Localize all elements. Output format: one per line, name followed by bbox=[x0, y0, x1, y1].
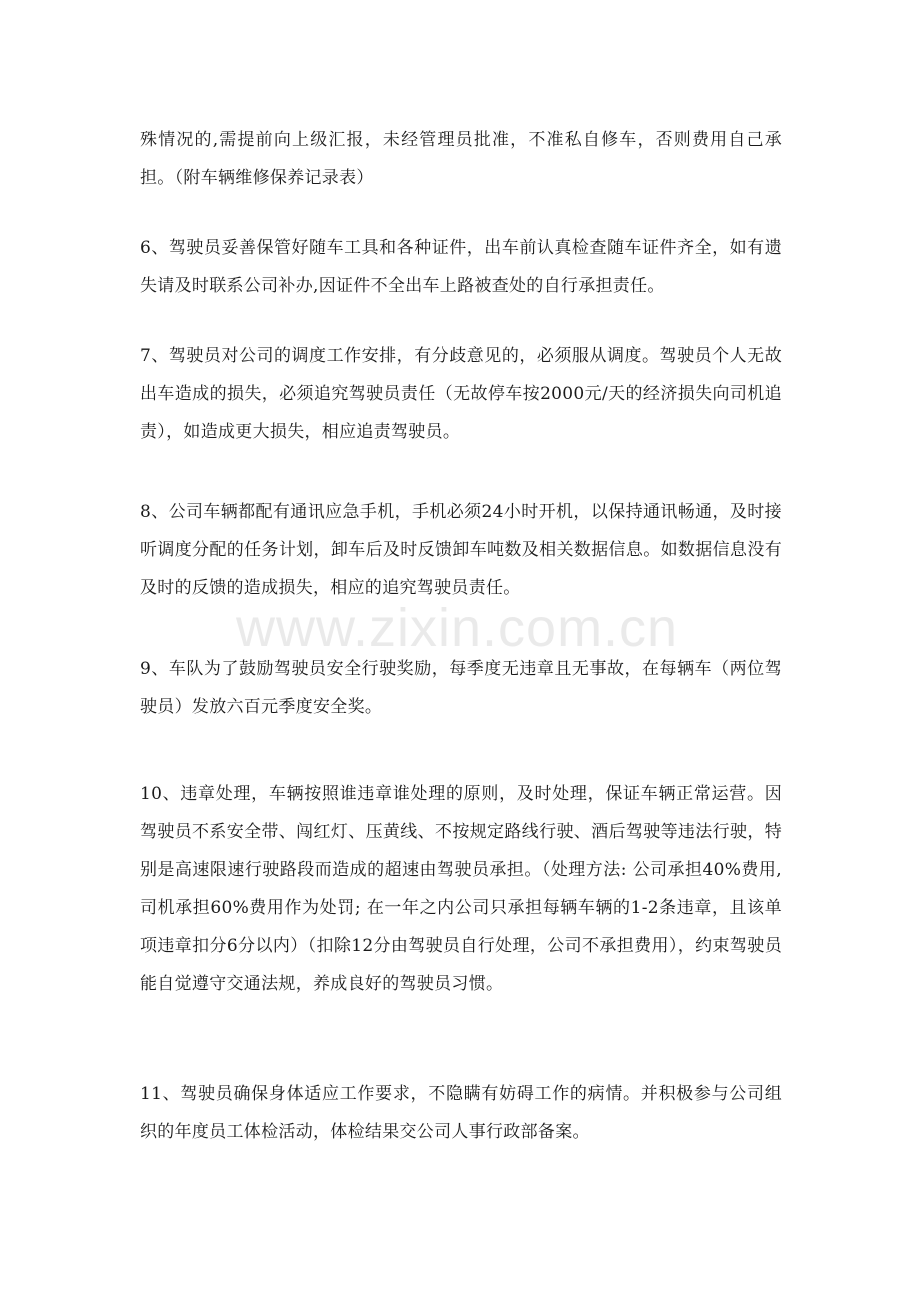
paragraph-continuation: 殊情况的,需提前向上级汇报，未经管理员批准，不准私自修车，否则费用自己承担。（附车辆维修保养记录表） bbox=[140, 130, 782, 188]
paragraph-item-10: 10、违章处理，车辆按照谁违章谁处理的原则，及时处理，保证车辆正常运营。因驾驶员不系安全带、闯红灯、压黄线、不按规定路线行驶、酒后驾驶等违法行驶，特别是高速限速行驶路段而造成的超速由驾驶员承担。（处理方法: 公司承担40%费用,司机承担60%费用作为处罚; 在一年之内公司只承担每辆车辆的1-2条违章，且该单项违章扣分6分以内）（扣除12分由驾驶员自行处理，公司不承担费用），约束驾驶员能自觉遵守交通法规，养成良好的驾驶员习惯。 bbox=[140, 784, 782, 994]
paragraph-item-8: 8、公司车辆都配有通讯应急手机，手机必须24小时开机，以保持通讯畅通，及时接听调度分配的任务计划，卸车后及时反馈卸车吨数及相关数据信息。如数据信息没有及时的反馈的造成损失，相应的追究驾驶员责任。 bbox=[140, 502, 782, 598]
paragraph-item-9: 9、车队为了鼓励驾驶员安全行驶奖励，每季度无违章且无事故，在每辆车（两位驾驶员）发放六百元季度安全奖。 bbox=[140, 659, 782, 717]
watermark: www.zixin.com.cn bbox=[236, 598, 679, 658]
paragraph-item-7: 7、驾驶员对公司的调度工作安排，有分歧意见的，必须服从调度。驾驶员个人无故出车造成的损失，必须追究驾驶员责任（无故停车按2000元/天的经济损失向司机追责），如造成更大损失，相应追责驾驶员。 bbox=[140, 346, 782, 442]
paragraph-item-11: 11、驾驶员确保身体适应工作要求，不隐瞒有妨碍工作的病情。并积极参与公司组织的年度员工体检活动，体检结果交公司人事行政部备案。 bbox=[140, 1084, 782, 1142]
paragraph-item-6: 6、驾驶员妥善保管好随车工具和各种证件，出车前认真检查随车证件齐全，如有遗失请及时联系公司补办,因证件不全出车上路被查处的自行承担责任。 bbox=[140, 238, 782, 296]
